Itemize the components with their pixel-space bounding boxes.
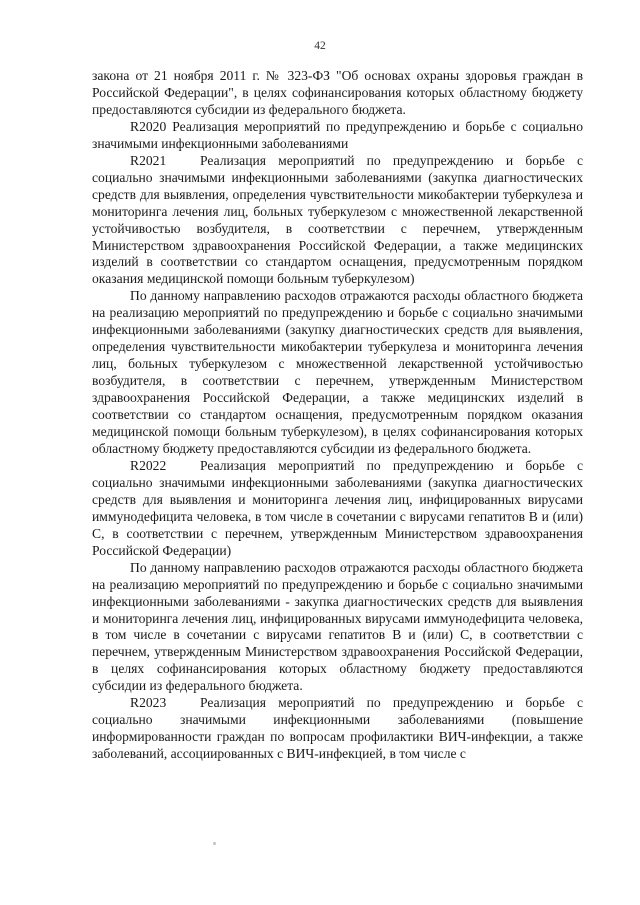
paragraph-text: По данному направлению расходов отражаются расходы областного бюджета на реализацию мероприятий по предупреждению и борьбе с социально значимыми инфекционными заболеваниями - закупка диагностических средств для выявления и мониторинга лечения лиц, инфицированных вирусами иммунодефицита человека, в том числе в сочетании с вирусами гепатитов В и (или) С, в соответствии с перечнем, утвержденным Министерством здравоохранения Российской Федерации, в целях софинансирования которых областному бюджету предоставляются субсидии из федерального бюджета. (92, 559, 583, 694)
budget-code: R2023 (130, 695, 167, 711)
budget-code: R2021 (130, 152, 167, 168)
paragraph-code-r2023 (92, 695, 583, 763)
scan-dot (213, 842, 216, 845)
document-body (92, 68, 583, 763)
paragraph-text: закона от 21 ноября 2011 г. № 323-ФЗ "Об основах охраны здоровья граждан в Российской Федерации", в целях софинансирования которых областному бюджету предоставляются субсидии из федерального бюджета. (92, 68, 583, 117)
paragraph-text: Реализация мероприятий по предупреждению и борьбе с социально значимыми инфекционными заболеваниями (повышение информированности граждан по вопросам профилактики ВИЧ-инфекции, а также заболеваний, ассоциированных с ВИЧ-инфекцией, в том числе с (92, 695, 583, 762)
paragraph-code-r2020 (92, 119, 583, 153)
paragraph-code-r2021 (92, 153, 583, 289)
paragraph-text: По данному направлению расходов отражаются расходы областного бюджета на реализацию мероприятий по предупреждению и борьбе с социально значимыми инфекционными заболеваниями (закупку диагностических средств для выявления, определения чувствительности микобактерии туберкулеза и мониторинга лечения лиц, больных туберкулезом с множественной лекарственной устойчивостью возбудителя, в соответствии с перечнем, утвержденным Министерством здравоохранения Российской Федерации, а также медицинских изделий в соответствии со стандартом оснащения, предусмотренным порядком оказания медицинской помощи больным туберкулезом), в целях софинансирования которых областному бюджету предоставляются субсидии из федерального бюджета. (92, 288, 583, 456)
paragraph-code-r2022 (92, 458, 583, 560)
budget-code: R2020 (130, 118, 167, 134)
paragraph-continuation (92, 68, 583, 119)
page-number: 42 (314, 40, 326, 52)
paragraph-text: Реализация мероприятий по предупреждению и борьбе с социально значимыми инфекционными заболеваниями (закупка диагностических средств для выявления и мониторинга лечения лиц, инфицированных вирусами иммунодефицита человека, в том числе в сочетании с вирусами гепатитов В и (или) С, в соответствии с перечнем, утвержденным Министерством здравоохранения Российской Федерации) (92, 457, 583, 558)
paragraph-text: Реализация мероприятий по предупреждению и борьбе с социально значимыми инфекционными заболеваниями (закупка диагностических средств для выявления, определения чувствительности микобактерии туберкулеза и мониторинга лечения лиц, больных туберкулезом с множественной лекарственной устойчивостью возбудителя, в соответствии с перечнем, утвержденным Министерством здравоохранения Российской Федерации, а также медицинских изделий в соответствии со стандартом оснащения, предусмотренным порядком оказания медицинской помощи больным туберкулезом) (92, 152, 583, 287)
paragraph-description (92, 560, 583, 696)
paragraph-description (92, 288, 583, 458)
budget-code: R2022 (130, 457, 167, 473)
paragraph-text: Реализация мероприятий по предупреждению и борьбе с социально значимыми инфекционными заболеваниями (92, 118, 583, 151)
